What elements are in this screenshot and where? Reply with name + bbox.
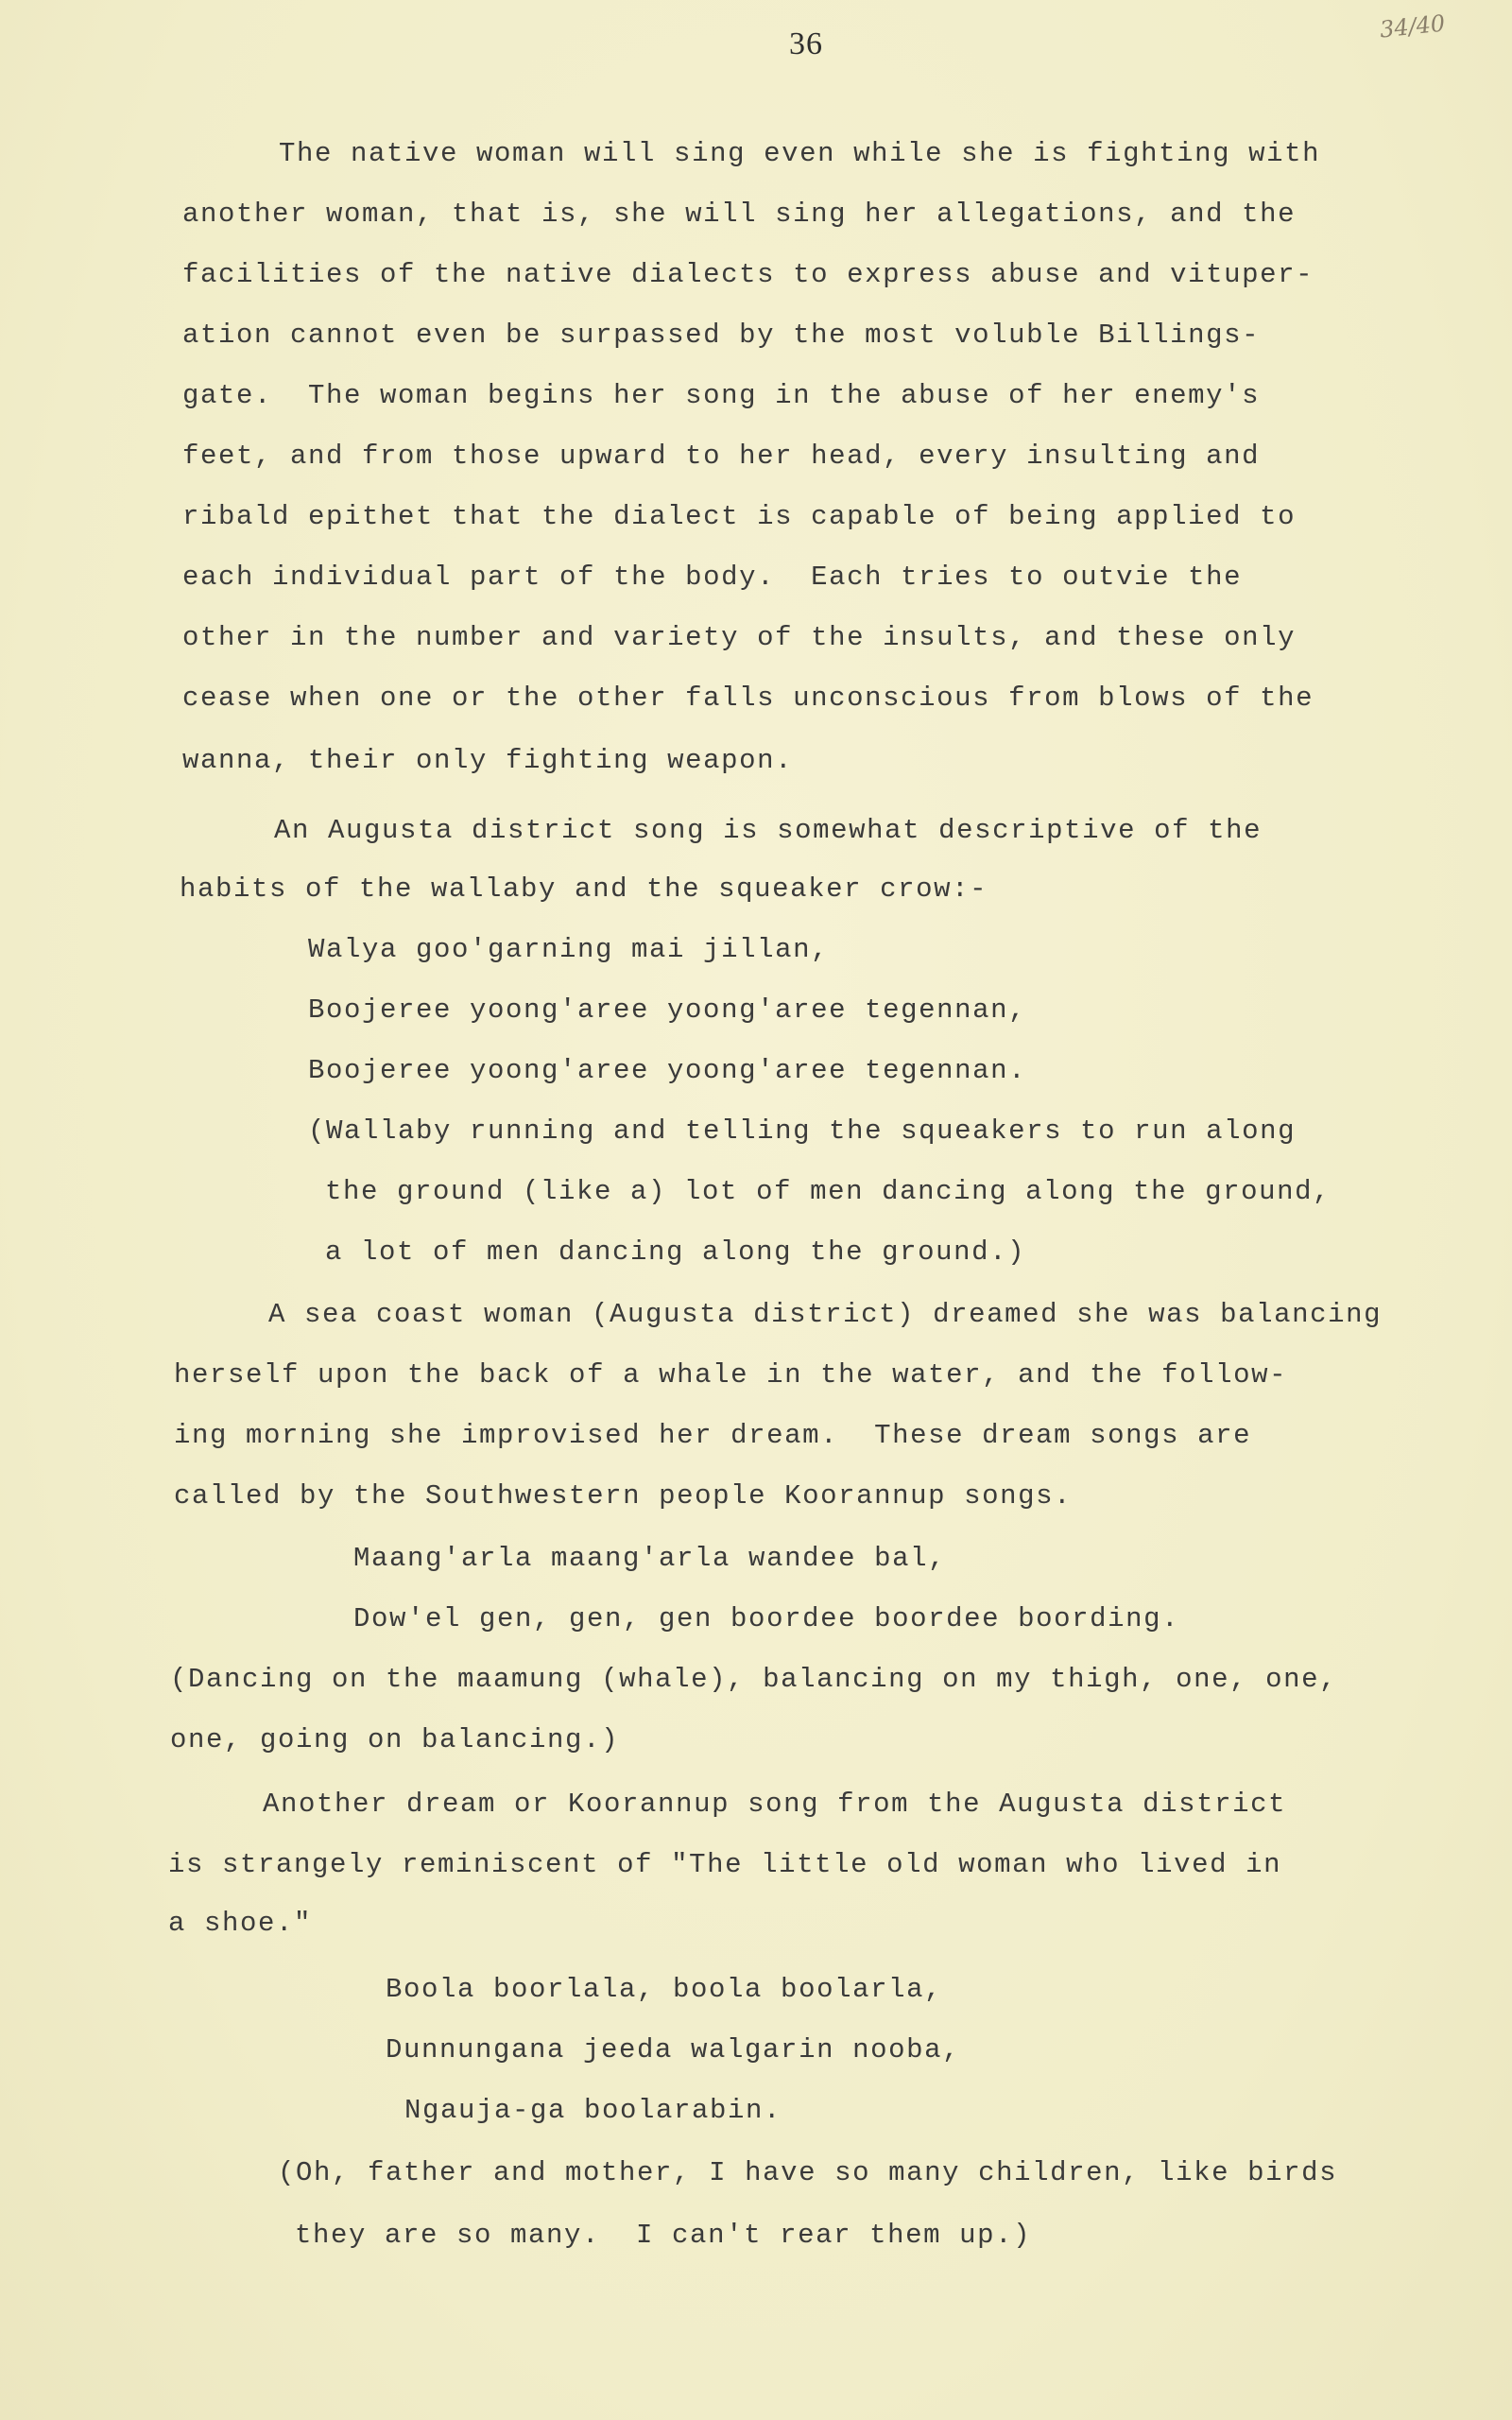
song-line: Boola boorlala, boola boolarla,	[386, 1974, 943, 2005]
translation-line: (Wallaby running and telling the squeakers to run along	[308, 1115, 1297, 1147]
text-line: gate. The woman begins her song in the abuse of her enemy's	[182, 380, 1261, 411]
text-line: An Augusta district song is somewhat descriptive of the	[274, 815, 1263, 846]
text-line: ribald epithet that the dialect is capable of being applied to	[182, 501, 1297, 532]
text-line: cease when one or the other falls unconscious from blows of the	[182, 683, 1314, 714]
text-line: feet, and from those upward to her head, every insulting and	[182, 441, 1261, 472]
text-line: habits of the wallaby and the squeaker crow:-	[180, 873, 988, 905]
text-line: another woman, that is, she will sing her allegations, and the	[182, 199, 1297, 230]
translation-line: one, going on balancing.)	[170, 1724, 620, 1755]
text-line: a shoe."	[168, 1908, 313, 1939]
text-line: facilities of the native dialects to express abuse and vituper-	[182, 259, 1314, 290]
song-line: Ngauja-ga boolarabin.	[404, 2095, 782, 2126]
text-line: The native woman will sing even while she is fighting with	[279, 138, 1321, 169]
song-line: Dunnungana jeeda walgarin nooba,	[386, 2034, 961, 2066]
text-line: other in the number and variety of the insults, and these only	[182, 622, 1297, 653]
translation-line: the ground (like a) lot of men dancing along the ground,	[325, 1176, 1332, 1207]
text-line: ation cannot even be surpassed by the most voluble Billings-	[182, 320, 1261, 351]
text-line: Another dream or Koorannup song from the Augusta district	[263, 1789, 1287, 1820]
song-line: Boojeree yoong'aree yoong'aree tegennan.	[308, 1055, 1027, 1086]
page-number: 36	[789, 26, 823, 61]
translation-line: they are so many. I can't rear them up.)	[295, 2220, 1032, 2251]
translation-line: (Oh, father and mother, I have so many children, like birds	[278, 2157, 1338, 2188]
song-line: Maang'arla maang'arla wandee bal,	[353, 1543, 947, 1574]
text-line: ing morning she improvised her dream. These dream songs are	[174, 1420, 1252, 1451]
song-line: Dow'el gen, gen, gen boordee boordee boording.	[353, 1603, 1180, 1634]
text-line: is strangely reminiscent of "The little old woman who lived in	[168, 1849, 1282, 1880]
text-line: called by the Southwestern people Koorannup songs.	[174, 1480, 1073, 1512]
text-line: A sea coast woman (Augusta district) dreamed she was balancing	[268, 1299, 1383, 1330]
folio-annotation: 34/40	[1378, 9, 1447, 43]
text-line: each individual part of the body. Each tries to outvie the	[182, 562, 1243, 593]
translation-line: a lot of men dancing along the ground.)	[325, 1236, 1026, 1268]
translation-line: (Dancing on the maamung (whale), balancing on my thigh, one, one,	[170, 1664, 1338, 1695]
text-line: wanna, their only fighting weapon.	[182, 745, 794, 776]
song-line: Walya goo'garning mai jillan,	[308, 934, 830, 965]
song-line: Boojeree yoong'aree yoong'aree tegennan,	[308, 994, 1027, 1026]
text-line: herself upon the back of a whale in the water, and the follow-	[174, 1359, 1288, 1391]
